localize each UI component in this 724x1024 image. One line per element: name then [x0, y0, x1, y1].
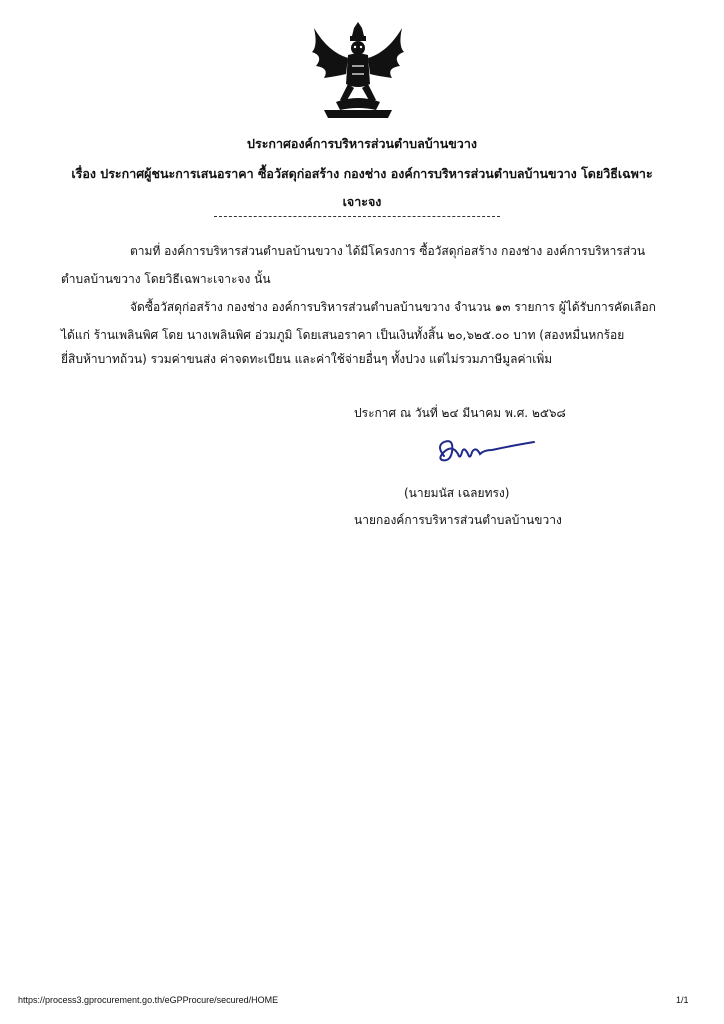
dashed-divider — [214, 216, 500, 217]
signer-name: (นายมนัส เฉลยทรง) — [404, 486, 510, 500]
announcement-date: ประกาศ ณ วันที่ ๒๔ มีนาคม พ.ศ. ๒๕๖๘ — [354, 406, 566, 420]
announcement-subject-continued: เจาะจง — [342, 194, 382, 209]
announcement-title: ประกาศองค์การบริหารส่วนตำบลบ้านขวาง — [247, 136, 477, 151]
body-paragraph-2-line-3: ยี่สิบห้าบาทถ้วน) รวมค่าขนส่ง ค่าจดทะเบียน และค่าใช้จ่ายอื่นๆ ทั้งปวง แต่ไม่รวมภาษีมูลค่าเพิ่ม — [61, 352, 553, 366]
handwritten-signature — [430, 432, 540, 472]
announcement-subject: เรื่อง ประกาศผู้ชนะการเสนอราคา ซื้อวัสดุก่อสร้าง กองช่าง องค์การบริหารส่วนตำบลบ้านขวาง โดยวิธีเฉพาะ — [71, 166, 653, 181]
body-paragraph-1-line-1: ตามที่ องค์การบริหารส่วนตำบลบ้านขวาง ได้มีโครงการ ซื้อวัสดุก่อสร้าง กองช่าง องค์การบริหารส่วน — [130, 244, 646, 258]
body-paragraph-1-line-2: ตำบลบ้านขวาง โดยวิธีเฉพาะเจาะจง นั้น — [61, 272, 271, 286]
body-paragraph-2-line-2: ได้แก่ ร้านเพลินพิศ โดย นางเพลินพิศ อ่วมภูมิ โดยเสนอราคา เป็นเงินทั้งสิ้น ๒๐,๖๒๕.๐๐ บาท (สองหมื่นหกร้อย — [61, 328, 625, 342]
footer-page-number: 1/1 — [676, 995, 689, 1005]
footer-url: https://process3.gprocurement.go.th/eGPProcure/secured/HOME — [18, 995, 279, 1005]
body-paragraph-2-line-1: จัดซื้อวัสดุก่อสร้าง กองช่าง องค์การบริหารส่วนตำบลบ้านขวาง จำนวน ๑๓ รายการ ผู้ได้รับการคัดเลือก — [130, 300, 656, 314]
signer-position: นายกองค์การบริหารส่วนตำบลบ้านขวาง — [354, 513, 562, 527]
garuda-emblem-icon — [306, 22, 410, 122]
